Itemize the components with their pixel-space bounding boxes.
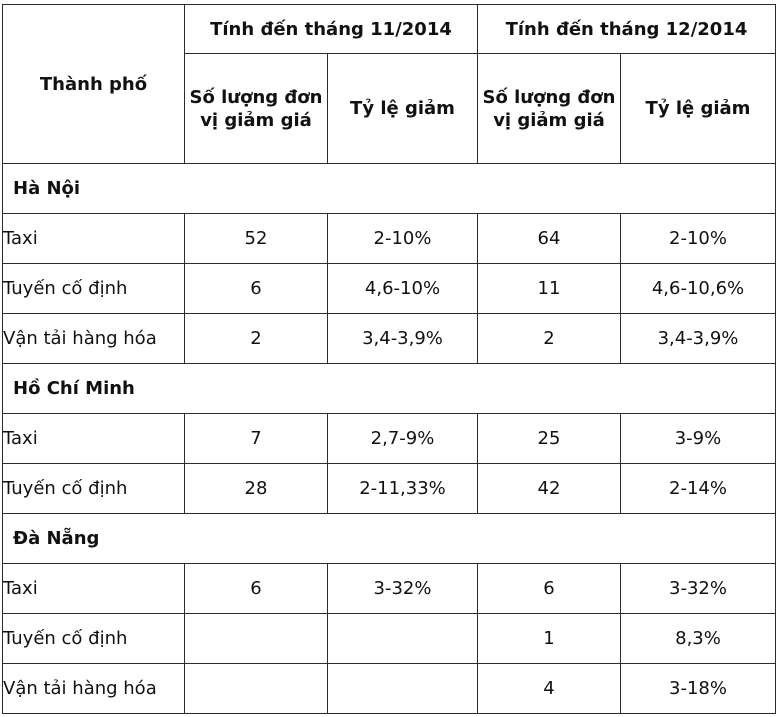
transport-type: Taxi <box>3 564 185 614</box>
header-rate-dec: Tỷ lệ giảm <box>621 54 776 164</box>
count-nov: 6 <box>185 264 328 314</box>
header-city: Thành phố <box>3 5 185 164</box>
rate-nov <box>328 664 478 714</box>
rate-nov: 4,6-10% <box>328 264 478 314</box>
transport-type: Tuyến cố định <box>3 464 185 514</box>
header-row-periods <box>3 5 776 54</box>
table-row <box>3 414 776 464</box>
header-period-nov-2014: Tính đến tháng 11/2014 <box>185 5 478 54</box>
count-nov: 2 <box>185 314 328 364</box>
table-row <box>3 464 776 514</box>
table-row <box>3 314 776 364</box>
count-nov: 7 <box>185 414 328 464</box>
count-dec: 11 <box>478 264 621 314</box>
rate-dec: 3-18% <box>621 664 776 714</box>
transport-type: Tuyến cố định <box>3 264 185 314</box>
header-period-dec-2014: Tính đến tháng 12/2014 <box>478 5 776 54</box>
header-count-nov: Số lượng đơn vị giảm giá <box>185 54 328 164</box>
rate-nov: 2-11,33% <box>328 464 478 514</box>
table-row <box>3 564 776 614</box>
table-row <box>3 664 776 714</box>
city-name: Đà Nẵng <box>3 514 776 564</box>
count-dec: 1 <box>478 614 621 664</box>
rate-dec: 3,4-3,9% <box>621 314 776 364</box>
transport-type: Taxi <box>3 414 185 464</box>
transport-type: Vận tải hàng hóa <box>3 314 185 364</box>
table-row <box>3 264 776 314</box>
rate-dec: 2-14% <box>621 464 776 514</box>
count-nov: 52 <box>185 214 328 264</box>
table-row <box>3 214 776 264</box>
rate-nov: 2-10% <box>328 214 478 264</box>
rate-nov: 3-32% <box>328 564 478 614</box>
rate-dec: 2-10% <box>621 214 776 264</box>
transport-type: Tuyến cố định <box>3 614 185 664</box>
city-row-ha-noi <box>3 164 776 214</box>
header-rate-nov: Tỷ lệ giảm <box>328 54 478 164</box>
city-row-da-nang <box>3 514 776 564</box>
count-nov: 28 <box>185 464 328 514</box>
count-dec: 64 <box>478 214 621 264</box>
rate-nov: 2,7-9% <box>328 414 478 464</box>
city-name: Hồ Chí Minh <box>3 364 776 414</box>
rate-dec: 3-32% <box>621 564 776 614</box>
rate-nov <box>328 614 478 664</box>
count-dec: 42 <box>478 464 621 514</box>
table-row <box>3 614 776 664</box>
transport-type: Taxi <box>3 214 185 264</box>
rate-nov: 3,4-3,9% <box>328 314 478 364</box>
rate-dec: 8,3% <box>621 614 776 664</box>
rate-dec: 3-9% <box>621 414 776 464</box>
transport-type: Vận tải hàng hóa <box>3 664 185 714</box>
count-nov: 6 <box>185 564 328 614</box>
city-row-ho-chi-minh <box>3 364 776 414</box>
count-dec: 25 <box>478 414 621 464</box>
count-dec: 4 <box>478 664 621 714</box>
fare-reduction-table <box>2 4 776 714</box>
rate-dec: 4,6-10,6% <box>621 264 776 314</box>
count-dec: 6 <box>478 564 621 614</box>
count-nov <box>185 614 328 664</box>
header-count-dec: Số lượng đơn vị giảm giá <box>478 54 621 164</box>
count-nov <box>185 664 328 714</box>
city-name: Hà Nội <box>3 164 776 214</box>
count-dec: 2 <box>478 314 621 364</box>
